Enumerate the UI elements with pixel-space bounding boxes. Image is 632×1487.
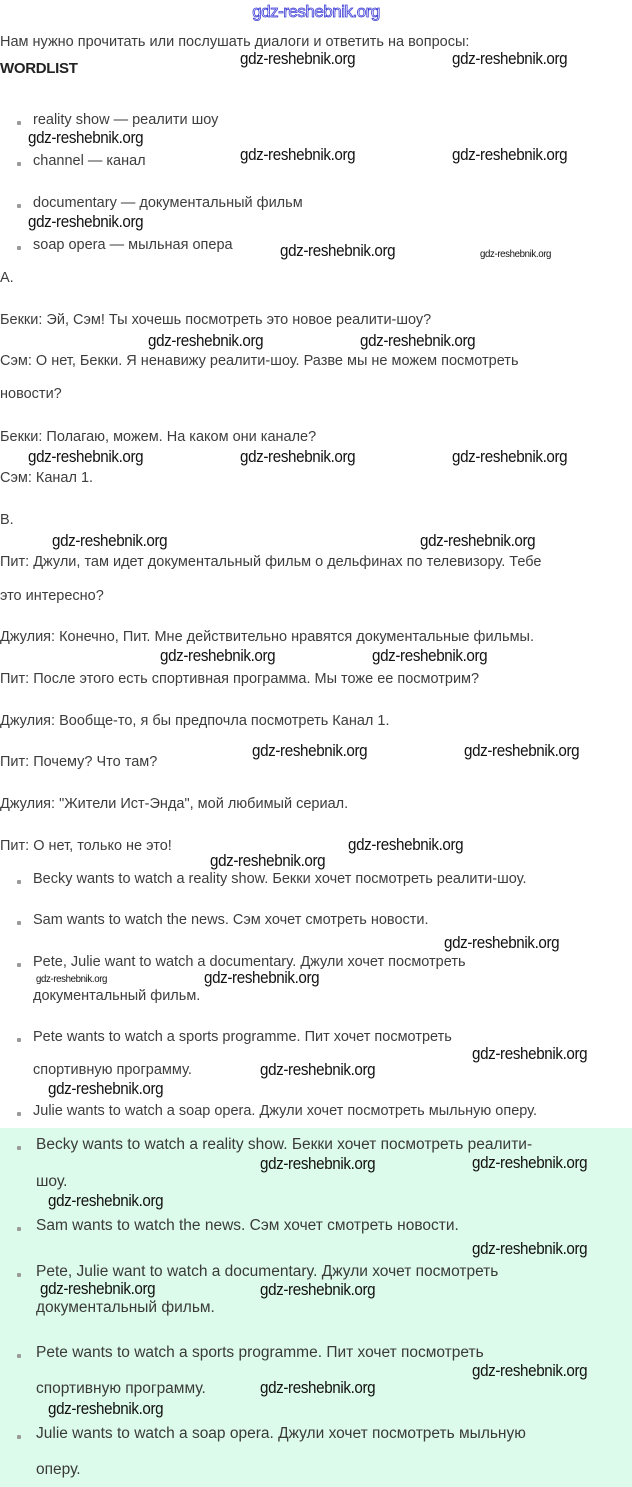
dialogue-b-label: B. xyxy=(0,512,14,528)
bullet-icon xyxy=(17,1435,21,1439)
list-item: channel — канал xyxy=(33,153,146,169)
watermark: gdz-reshebnik.org xyxy=(420,532,536,550)
list-item-continuation: документальный фильм. xyxy=(33,988,201,1004)
bullet-icon xyxy=(17,1273,21,1277)
bullet-icon xyxy=(17,963,21,967)
watermark: gdz-reshebnik.org xyxy=(280,242,396,260)
list-item: Pete, Julie want to watch a documentary. Джули хочет посмотреть xyxy=(36,1263,499,1280)
watermark: gdz-reshebnik.org xyxy=(48,1192,164,1210)
watermark: gdz-reshebnik.org xyxy=(28,213,144,231)
watermark: gdz-reshebnik.org xyxy=(360,332,476,350)
watermark: gdz-reshebnik.org xyxy=(464,742,580,760)
watermark: gdz-reshebnik.org xyxy=(452,50,568,68)
watermark: gdz-reshebnik.org xyxy=(260,1281,376,1299)
watermark: gdz-reshebnik.org xyxy=(40,1280,156,1298)
bullet-icon xyxy=(17,162,21,166)
bullet-icon xyxy=(17,204,21,208)
watermark: gdz-reshebnik.org xyxy=(348,836,464,854)
bullet-icon xyxy=(17,1227,21,1231)
watermark: gdz-reshebnik.org xyxy=(28,129,144,147)
bullet-icon xyxy=(17,1038,21,1042)
dialogue-line: Пит: Почему? Что там? xyxy=(0,754,158,770)
watermark: gdz-reshebnik.org xyxy=(210,852,326,870)
list-item: Becky wants to watch a reality show. Бекки хочет посмотреть реалити- xyxy=(36,1136,533,1153)
dialogue-line: Джулия: Конечно, Пит. Мне действительно нравятся документальные фильмы. xyxy=(0,629,534,645)
site-watermark: gdz-reshebnik.org xyxy=(252,2,380,21)
intro-text: Нам нужно прочитать или послушать диалоги и ответить на вопросы: xyxy=(0,34,470,50)
bullet-icon xyxy=(17,121,21,125)
dialogue-line: Бекки: Эй, Сэм! Ты хочешь посмотреть это новое реалити-шоу? xyxy=(0,312,432,328)
list-item: Sam wants to watch the news. Сэм хочет смотреть новости. xyxy=(33,912,429,928)
watermark: gdz-reshebnik.org xyxy=(452,448,568,466)
watermark: gdz-reshebnik.org xyxy=(48,1080,164,1098)
watermark: gdz-reshebnik.org xyxy=(240,50,356,68)
list-item-continuation: документальный фильм. xyxy=(36,1299,215,1316)
bullet-icon xyxy=(17,880,21,884)
watermark: gdz-reshebnik.org xyxy=(260,1155,376,1173)
watermark: gdz-reshebnik.org xyxy=(204,969,320,987)
dialogue-line: Бекки: Полагаю, можем. На каком они канале? xyxy=(0,429,317,445)
watermark: gdz-reshebnik.org xyxy=(472,1154,588,1172)
dialogue-line: Пит: После этого есть спортивная программа. Мы тоже ее посмотрим? xyxy=(0,671,480,687)
wordlist-heading: WORDLIST xyxy=(0,60,78,77)
watermark: gdz-reshebnik.org xyxy=(160,647,276,665)
bullet-icon xyxy=(17,1146,21,1150)
watermark: gdz-reshebnik.org xyxy=(240,448,356,466)
dialogue-line: Джулия: Вообще-то, я бы предпочла посмотреть Канал 1. xyxy=(0,713,390,729)
bullet-icon xyxy=(17,1112,21,1116)
watermark: gdz-reshebnik.org xyxy=(240,146,356,164)
watermark: gdz-reshebnik.org xyxy=(472,1045,588,1063)
watermark: gdz-reshebnik.org xyxy=(36,973,108,985)
dialogue-line: Пит: О нет, только не это! xyxy=(0,838,172,854)
watermark: gdz-reshebnik.org xyxy=(252,742,368,760)
list-item: Pete, Julie want to watch a documentary. Джули хочет посмотреть xyxy=(33,954,466,970)
bullet-icon xyxy=(17,246,21,250)
list-item: Julie wants to watch a soap opera. Джули хочет посмотреть мыльную оперу. xyxy=(33,1103,538,1119)
watermark: gdz-reshebnik.org xyxy=(52,532,168,550)
watermark: gdz-reshebnik.org xyxy=(260,1379,376,1397)
list-item: Becky wants to watch a reality show. Бекки хочет посмотреть реалити-шоу. xyxy=(33,871,527,887)
list-item-continuation: спортивную программу. xyxy=(33,1062,192,1078)
watermark: gdz-reshebnik.org xyxy=(480,248,552,260)
watermark: gdz-reshebnik.org xyxy=(472,1240,588,1258)
dialogue-line: Сэм: О нет, Бекки. Я ненавижу реалити-шоу. Разве мы не можем посмотреть xyxy=(0,353,519,369)
list-item: Pete wants to watch a sports programme. Пит хочет посмотреть xyxy=(33,1029,452,1045)
list-item-continuation: оперу. xyxy=(36,1461,81,1478)
list-item: reality show — реалити шоу xyxy=(33,112,219,128)
dialogue-line: новости? xyxy=(0,386,62,402)
list-item: Pete wants to watch a sports programme. Пит хочет посмотреть xyxy=(36,1344,484,1361)
list-item: soap opera — мыльная опера xyxy=(33,237,233,253)
watermark: gdz-reshebnik.org xyxy=(48,1400,164,1418)
bullet-icon xyxy=(17,1354,21,1358)
list-item-continuation: шоу. xyxy=(36,1173,68,1190)
watermark: gdz-reshebnik.org xyxy=(452,146,568,164)
dialogue-a-label: A. xyxy=(0,270,14,286)
list-item: documentary — документальный фильм xyxy=(33,195,303,211)
bullet-icon xyxy=(17,921,21,925)
watermark: gdz-reshebnik.org xyxy=(372,647,488,665)
dialogue-line: Джулия: "Жители Ист-Энда", мой любимый сериал. xyxy=(0,796,349,812)
dialogue-line: это интересно? xyxy=(0,588,104,604)
list-item-continuation: спортивную программу. xyxy=(36,1380,206,1397)
watermark: gdz-reshebnik.org xyxy=(472,1362,588,1380)
dialogue-line: Сэм: Канал 1. xyxy=(0,470,94,486)
list-item: Sam wants to watch the news. Сэм хочет смотреть новости. xyxy=(36,1217,459,1234)
watermark: gdz-reshebnik.org xyxy=(260,1061,376,1079)
watermark: gdz-reshebnik.org xyxy=(28,448,144,466)
watermark: gdz-reshebnik.org xyxy=(444,934,560,952)
watermark: gdz-reshebnik.org xyxy=(148,332,264,350)
list-item: Julie wants to watch a soap opera. Джули хочет посмотреть мыльную xyxy=(36,1425,526,1442)
dialogue-line: Пит: Джули, там идет документальный фильм о дельфинах по телевизору. Тебе xyxy=(0,554,542,570)
